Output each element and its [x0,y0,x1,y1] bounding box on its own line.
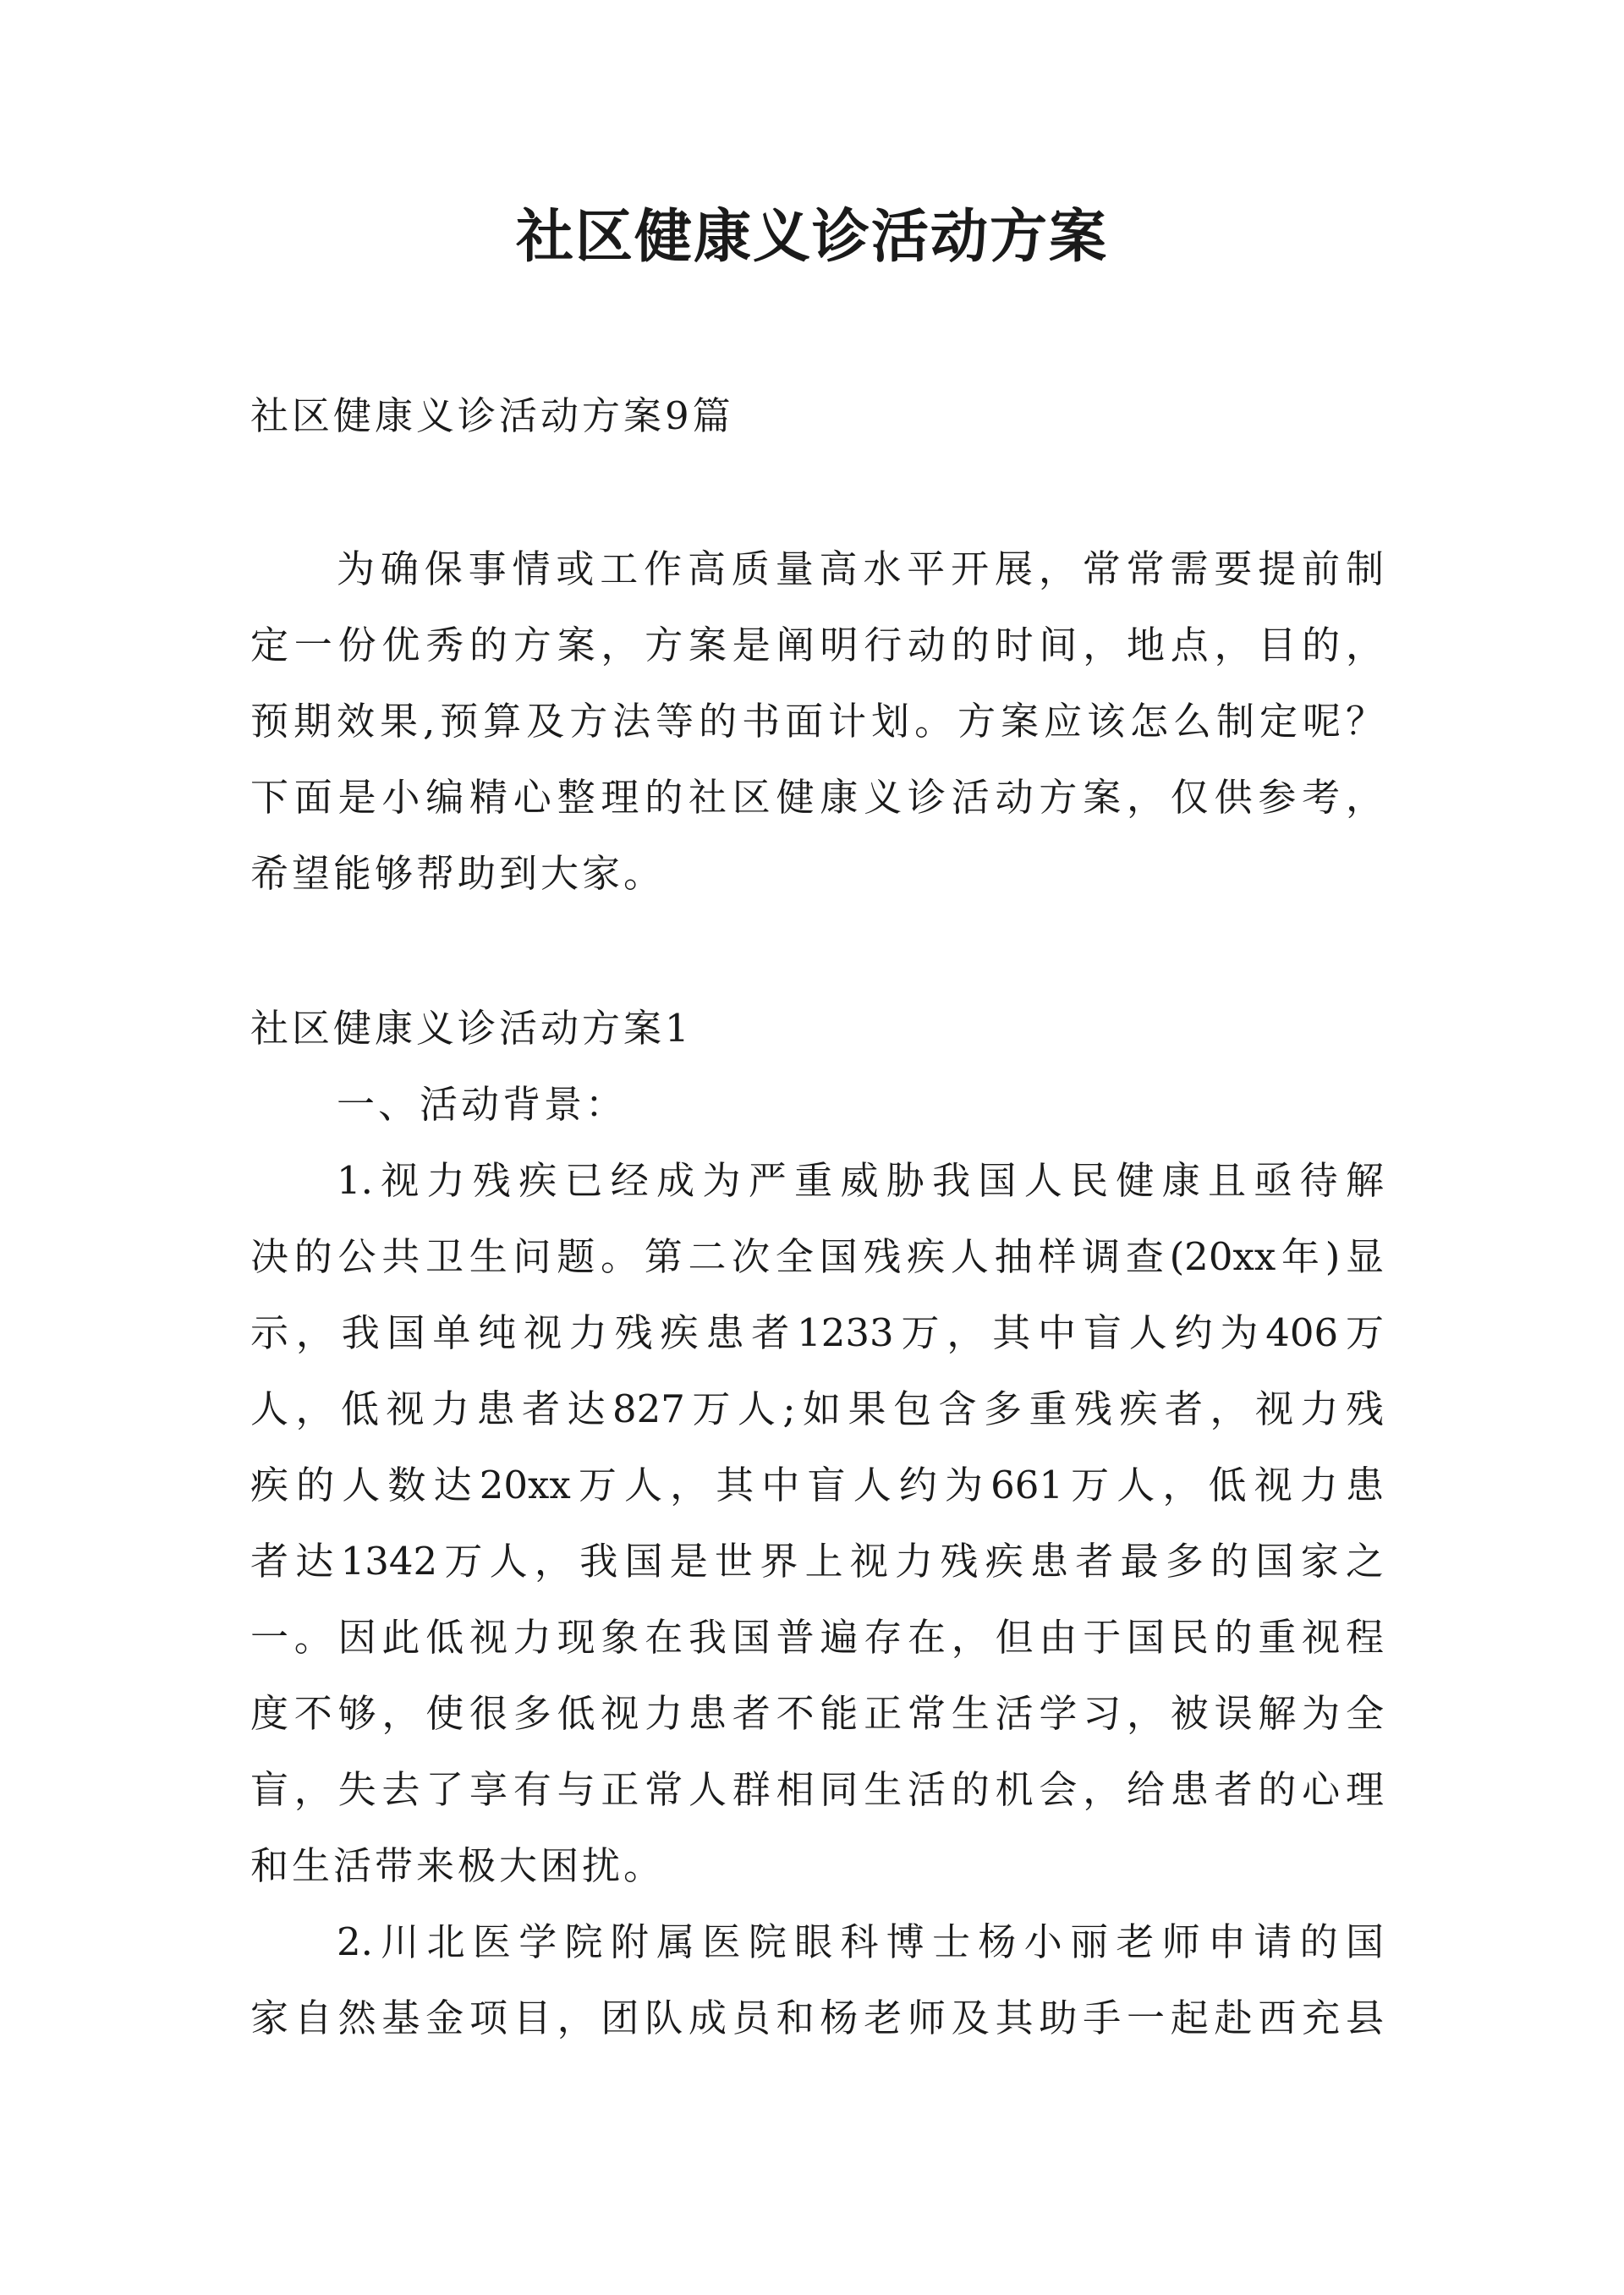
paragraph-line: 和生活带来极大困扰。 [250,1843,666,1888]
paragraph-line: 度不够，使很多低视力患者不能正常生活学习，被误解为全 [250,1691,1384,1736]
paragraph-line: 人，低视力患者达827万人;如果包含多重残疾者，视力残 [250,1386,1384,1431]
paragraph-line: 1.视力残疾已经成为严重威胁我国人民健康且亟待解 [337,1158,1384,1203]
paragraph-line: 决的公共卫生问题。第二次全国残疾人抽样调查(20xx年)显 [250,1234,1384,1279]
paragraph-line: 一。因此低视力现象在我国普遍存在，但由于国民的重视程 [250,1615,1384,1660]
paragraph-line: 疾的人数达20xx万人，其中盲人约为661万人，低视力患 [250,1463,1384,1507]
intro-line: 为确保事情或工作高质量高水平开展，常常需要提前制 [337,546,1384,591]
paragraph-line: 者达1342万人，我国是世界上视力残疾患者最多的国家之 [250,1539,1384,1584]
paragraph-line: 2.川北医学院附属医院眼科博士杨小丽老师申请的国 [337,1919,1384,1964]
intro-line: 定一份优秀的方案，方案是阐明行动的时间，地点，目的， [250,623,1384,667]
paragraph-line: 盲，失去了享有与正常人群相同生活的机会，给患者的心理 [250,1767,1384,1812]
paragraph-line: 家自然基金项目，团队成员和杨老师及其助手一起赴西充县 [250,1996,1384,2040]
paragraph-line: 示，我国单纯视力残疾患者1233万，其中盲人约为406万 [250,1310,1384,1355]
intro-line: 希望能够帮助到大家。 [250,851,666,896]
document-subtitle: 社区健康义诊活动方案9篇 [250,393,734,438]
intro-line: 预期效果,预算及方法等的书面计划。方案应该怎么制定呢？ [250,699,1384,744]
section-subheading: 一、活动背景： [337,1082,628,1127]
intro-line: 下面是小编精心整理的社区健康义诊活动方案，仅供参考， [250,775,1384,820]
document-title: 社区健康义诊活动方案 [515,203,1108,271]
section-heading: 社区健康义诊活动方案1 [250,1006,693,1051]
